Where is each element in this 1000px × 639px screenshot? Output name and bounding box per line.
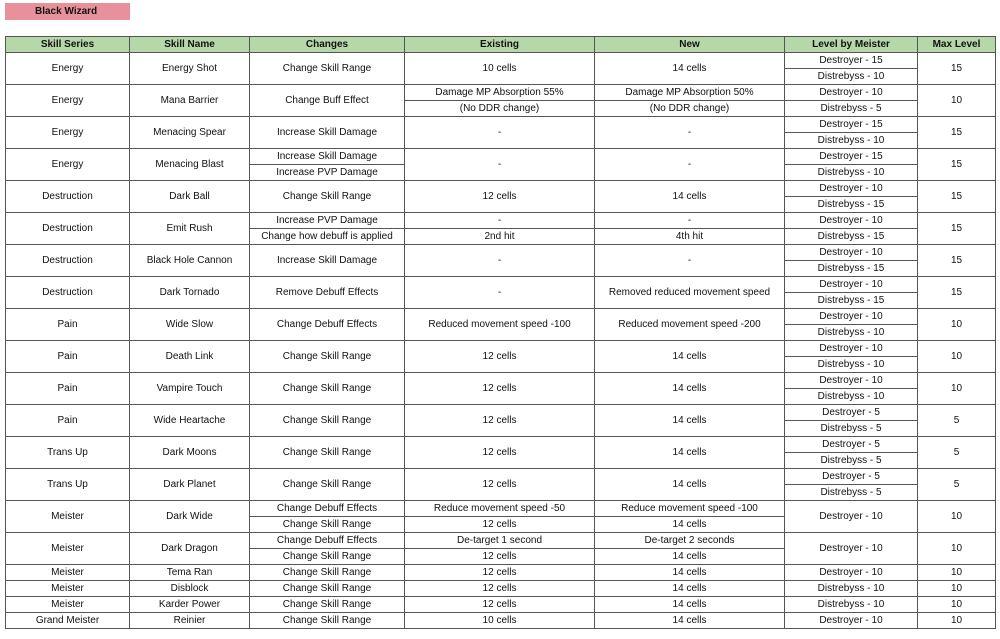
header-existing: Existing bbox=[405, 37, 595, 53]
skill-name-cell: Karder Power bbox=[130, 597, 250, 613]
new-cell: Reduce movement speed -100 bbox=[595, 501, 785, 517]
changes-cell: Increase PVP Damage bbox=[250, 165, 405, 181]
table-row bbox=[6, 53, 996, 69]
level-by-meister-cell: Destroyer - 10 bbox=[785, 245, 918, 261]
existing-cell: 12 cells bbox=[405, 341, 595, 373]
new-cell: 14 cells bbox=[595, 373, 785, 405]
skill-name-cell: Dark Dragon bbox=[130, 533, 250, 565]
max-level-cell: 5 bbox=[918, 469, 996, 501]
skill-series-cell: Trans Up bbox=[6, 469, 130, 501]
skill-series-cell: Pain bbox=[6, 405, 130, 437]
existing-cell: Reduced movement speed -100 bbox=[405, 309, 595, 341]
existing-cell: 12 cells bbox=[405, 181, 595, 213]
changes-cell: Change Debuff Effects bbox=[250, 501, 405, 517]
table-row bbox=[6, 341, 996, 357]
changes-cell: Increase Skill Damage bbox=[250, 245, 405, 277]
existing-cell: - bbox=[405, 117, 595, 149]
level-by-meister-cell: Destroyer - 15 bbox=[785, 149, 918, 165]
skill-changes-table bbox=[5, 36, 996, 629]
changes-cell: Change Skill Range bbox=[250, 581, 405, 597]
level-by-meister-cell: Destroyer - 15 bbox=[785, 117, 918, 133]
skill-series-cell: Grand Meister bbox=[6, 613, 130, 629]
existing-cell: - bbox=[405, 277, 595, 309]
changes-cell: Change Skill Range bbox=[250, 405, 405, 437]
max-level-cell: 10 bbox=[918, 85, 996, 117]
level-by-meister-cell: Distrebyss - 15 bbox=[785, 229, 918, 245]
max-level-cell: 10 bbox=[918, 309, 996, 341]
skill-name-cell: Menacing Spear bbox=[130, 117, 250, 149]
existing-cell: 12 cells bbox=[405, 549, 595, 565]
new-cell: 14 cells bbox=[595, 437, 785, 469]
table-row bbox=[6, 85, 996, 101]
max-level-cell: 15 bbox=[918, 149, 996, 181]
new-cell: 14 cells bbox=[595, 517, 785, 533]
table-row bbox=[6, 149, 996, 165]
table-row bbox=[6, 533, 996, 549]
skill-name-cell: Menacing Blast bbox=[130, 149, 250, 181]
existing-cell: 12 cells bbox=[405, 405, 595, 437]
max-level-cell: 5 bbox=[918, 437, 996, 469]
changes-cell: Remove Debuff Effects bbox=[250, 277, 405, 309]
changes-cell: Increase Skill Damage bbox=[250, 149, 405, 165]
new-cell: Removed reduced movement speed bbox=[595, 277, 785, 309]
new-cell: 4th hit bbox=[595, 229, 785, 245]
new-cell: 14 cells bbox=[595, 53, 785, 85]
table-row bbox=[6, 501, 996, 517]
table-row bbox=[6, 405, 996, 421]
new-cell: - bbox=[595, 213, 785, 229]
level-by-meister-cell: Destroyer - 10 bbox=[785, 85, 918, 101]
max-level-cell: 15 bbox=[918, 181, 996, 213]
level-by-meister-cell: Distrebyss - 15 bbox=[785, 261, 918, 277]
skill-name-cell: Wide Slow bbox=[130, 309, 250, 341]
existing-cell: Reduce movement speed -50 bbox=[405, 501, 595, 517]
table-row bbox=[6, 373, 996, 389]
table-row bbox=[6, 277, 996, 293]
header-skill-name: Skill Name bbox=[130, 37, 250, 53]
level-by-meister-cell: Destroyer - 10 bbox=[785, 565, 918, 581]
level-by-meister-cell: Distrebyss - 5 bbox=[785, 101, 918, 117]
skill-series-cell: Trans Up bbox=[6, 437, 130, 469]
skill-series-cell: Meister bbox=[6, 533, 130, 565]
table-row bbox=[6, 117, 996, 133]
skill-name-cell: Dark Moons bbox=[130, 437, 250, 469]
skill-name-cell: Mana Barrier bbox=[130, 85, 250, 117]
level-by-meister-cell: Distrebyss - 5 bbox=[785, 485, 918, 501]
skill-series-cell: Destruction bbox=[6, 245, 130, 277]
skill-name-cell: Vampire Touch bbox=[130, 373, 250, 405]
skill-name-cell: Disblock bbox=[130, 581, 250, 597]
table-row bbox=[6, 181, 996, 197]
skill-series-cell: Meister bbox=[6, 597, 130, 613]
new-cell: De-target 2 seconds bbox=[595, 533, 785, 549]
header-changes: Changes bbox=[250, 37, 405, 53]
changes-cell: Change Skill Range bbox=[250, 437, 405, 469]
new-cell: 14 cells bbox=[595, 613, 785, 629]
max-level-cell: 15 bbox=[918, 53, 996, 85]
changes-cell: Change Skill Range bbox=[250, 597, 405, 613]
header-new: New bbox=[595, 37, 785, 53]
level-by-meister-cell: Destroyer - 10 bbox=[785, 533, 918, 565]
existing-cell: 12 cells bbox=[405, 581, 595, 597]
table-row bbox=[6, 309, 996, 325]
max-level-cell: 10 bbox=[918, 501, 996, 533]
skill-series-cell: Pain bbox=[6, 341, 130, 373]
skill-series-cell: Pain bbox=[6, 373, 130, 405]
level-by-meister-cell: Destroyer - 10 bbox=[785, 277, 918, 293]
changes-cell: Change Skill Range bbox=[250, 517, 405, 533]
existing-cell: 10 cells bbox=[405, 613, 595, 629]
changes-cell: Change Skill Range bbox=[250, 53, 405, 85]
level-by-meister-cell: Distrebyss - 10 bbox=[785, 357, 918, 373]
max-level-cell: 10 bbox=[918, 597, 996, 613]
skill-series-cell: Destruction bbox=[6, 213, 130, 245]
skill-series-cell: Destruction bbox=[6, 277, 130, 309]
level-by-meister-cell: Distrebyss - 10 bbox=[785, 389, 918, 405]
table-header-row bbox=[6, 37, 996, 53]
new-cell: 14 cells bbox=[595, 181, 785, 213]
level-by-meister-cell: Destroyer - 15 bbox=[785, 53, 918, 69]
level-by-meister-cell: Destroyer - 10 bbox=[785, 181, 918, 197]
changes-cell: Change Buff Effect bbox=[250, 85, 405, 117]
level-by-meister-cell: Destroyer - 5 bbox=[785, 405, 918, 421]
skill-series-cell: Pain bbox=[6, 309, 130, 341]
page-title: Black Wizard bbox=[5, 3, 130, 20]
table-row bbox=[6, 213, 996, 229]
skill-name-cell: Wide Heartache bbox=[130, 405, 250, 437]
skill-name-cell: Dark Ball bbox=[130, 181, 250, 213]
skill-name-cell: Black Hole Cannon bbox=[130, 245, 250, 277]
changes-cell: Increase PVP Damage bbox=[250, 213, 405, 229]
new-cell: 14 cells bbox=[595, 549, 785, 565]
level-by-meister-cell: Destroyer - 10 bbox=[785, 341, 918, 357]
changes-cell: Change Debuff Effects bbox=[250, 309, 405, 341]
max-level-cell: 10 bbox=[918, 533, 996, 565]
table-row bbox=[6, 597, 996, 613]
skill-series-cell: Energy bbox=[6, 117, 130, 149]
skill-name-cell: Tema Ran bbox=[130, 565, 250, 581]
level-by-meister-cell: Destroyer - 10 bbox=[785, 213, 918, 229]
new-cell: (No DDR change) bbox=[595, 101, 785, 117]
skill-name-cell: Death Link bbox=[130, 341, 250, 373]
changes-cell: Change Skill Range bbox=[250, 469, 405, 501]
table-row bbox=[6, 613, 996, 629]
level-by-meister-cell: Distrebyss - 10 bbox=[785, 69, 918, 85]
existing-cell: 12 cells bbox=[405, 373, 595, 405]
existing-cell: 12 cells bbox=[405, 469, 595, 501]
existing-cell: Damage MP Absorption 55% bbox=[405, 85, 595, 101]
existing-cell: 10 cells bbox=[405, 53, 595, 85]
changes-cell: Change Skill Range bbox=[250, 565, 405, 581]
new-cell: Reduced movement speed -200 bbox=[595, 309, 785, 341]
skill-series-cell: Meister bbox=[6, 501, 130, 533]
table-row bbox=[6, 469, 996, 485]
level-by-meister-cell: Distrebyss - 5 bbox=[785, 421, 918, 437]
header-max-level: Max Level bbox=[918, 37, 996, 53]
level-by-meister-cell: Distrebyss - 10 bbox=[785, 581, 918, 597]
level-by-meister-cell: Destroyer - 10 bbox=[785, 309, 918, 325]
max-level-cell: 10 bbox=[918, 341, 996, 373]
max-level-cell: 10 bbox=[918, 581, 996, 597]
table-row bbox=[6, 437, 996, 453]
skill-series-cell: Meister bbox=[6, 565, 130, 581]
table-row bbox=[6, 245, 996, 261]
skill-name-cell: Energy Shot bbox=[130, 53, 250, 85]
changes-cell: Change Skill Range bbox=[250, 373, 405, 405]
new-cell: 14 cells bbox=[595, 597, 785, 613]
header-skill-series: Skill Series bbox=[6, 37, 130, 53]
skill-series-cell: Energy bbox=[6, 149, 130, 181]
max-level-cell: 10 bbox=[918, 565, 996, 581]
changes-cell: Increase Skill Damage bbox=[250, 117, 405, 149]
skill-name-cell: Reinier bbox=[130, 613, 250, 629]
skill-series-cell: Destruction bbox=[6, 181, 130, 213]
existing-cell: 12 cells bbox=[405, 597, 595, 613]
existing-cell: 12 cells bbox=[405, 517, 595, 533]
skill-series-cell: Energy bbox=[6, 53, 130, 85]
changes-cell: Change Skill Range bbox=[250, 341, 405, 373]
max-level-cell: 15 bbox=[918, 245, 996, 277]
changes-cell: Change Debuff Effects bbox=[250, 533, 405, 549]
new-cell: - bbox=[595, 117, 785, 149]
new-cell: - bbox=[595, 149, 785, 181]
changes-cell: Change how debuff is applied bbox=[250, 229, 405, 245]
level-by-meister-cell: Destroyer - 10 bbox=[785, 501, 918, 533]
skill-name-cell: Dark Planet bbox=[130, 469, 250, 501]
header-level-by-meister: Level by Meister bbox=[785, 37, 918, 53]
level-by-meister-cell: Distrebyss - 15 bbox=[785, 197, 918, 213]
level-by-meister-cell: Distrebyss - 10 bbox=[785, 133, 918, 149]
existing-cell: 2nd hit bbox=[405, 229, 595, 245]
table-body bbox=[6, 53, 996, 629]
level-by-meister-cell: Destroyer - 10 bbox=[785, 373, 918, 389]
new-cell: 14 cells bbox=[595, 581, 785, 597]
skill-series-cell: Energy bbox=[6, 85, 130, 117]
changes-cell: Change Skill Range bbox=[250, 181, 405, 213]
existing-cell: - bbox=[405, 149, 595, 181]
existing-cell: 12 cells bbox=[405, 565, 595, 581]
new-cell: - bbox=[595, 245, 785, 277]
existing-cell: De-target 1 second bbox=[405, 533, 595, 549]
skill-name-cell: Dark Wide bbox=[130, 501, 250, 533]
level-by-meister-cell: Destroyer - 5 bbox=[785, 469, 918, 485]
skill-name-cell: Emit Rush bbox=[130, 213, 250, 245]
level-by-meister-cell: Distrebyss - 10 bbox=[785, 597, 918, 613]
existing-cell: 12 cells bbox=[405, 437, 595, 469]
existing-cell: - bbox=[405, 245, 595, 277]
max-level-cell: 10 bbox=[918, 373, 996, 405]
skill-name-cell: Dark Tornado bbox=[130, 277, 250, 309]
level-by-meister-cell: Distrebyss - 15 bbox=[785, 293, 918, 309]
skill-series-cell: Meister bbox=[6, 581, 130, 597]
level-by-meister-cell: Distrebyss - 10 bbox=[785, 165, 918, 181]
max-level-cell: 15 bbox=[918, 277, 996, 309]
existing-cell: - bbox=[405, 213, 595, 229]
max-level-cell: 10 bbox=[918, 613, 996, 629]
max-level-cell: 15 bbox=[918, 213, 996, 245]
changes-cell: Change Skill Range bbox=[250, 613, 405, 629]
level-by-meister-cell: Destroyer - 10 bbox=[785, 613, 918, 629]
level-by-meister-cell: Distrebyss - 5 bbox=[785, 453, 918, 469]
table-row bbox=[6, 565, 996, 581]
level-by-meister-cell: Destroyer - 5 bbox=[785, 437, 918, 453]
new-cell: 14 cells bbox=[595, 469, 785, 501]
changes-cell: Change Skill Range bbox=[250, 549, 405, 565]
new-cell: Damage MP Absorption 50% bbox=[595, 85, 785, 101]
level-by-meister-cell: Distrebyss - 10 bbox=[785, 325, 918, 341]
max-level-cell: 5 bbox=[918, 405, 996, 437]
new-cell: 14 cells bbox=[595, 405, 785, 437]
new-cell: 14 cells bbox=[595, 565, 785, 581]
table-row bbox=[6, 581, 996, 597]
max-level-cell: 15 bbox=[918, 117, 996, 149]
existing-cell: (No DDR change) bbox=[405, 101, 595, 117]
new-cell: 14 cells bbox=[595, 341, 785, 373]
